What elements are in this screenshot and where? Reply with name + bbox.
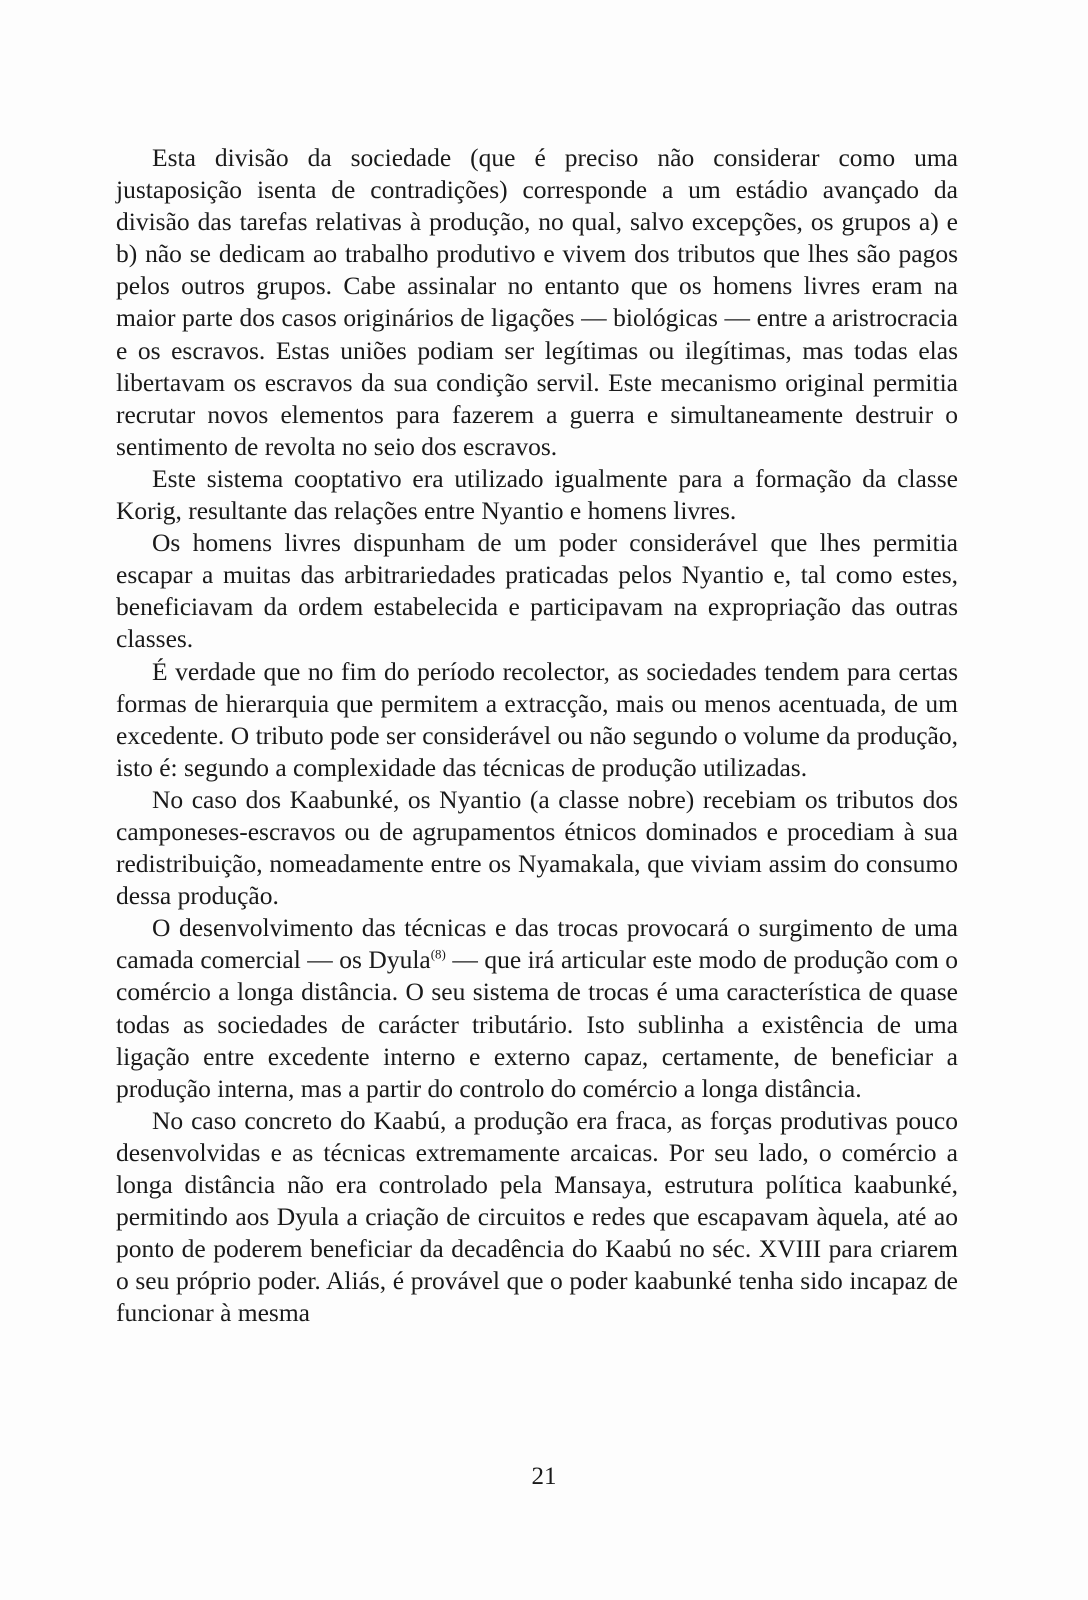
paragraph-5 xyxy=(116,784,958,912)
paragraph-6 xyxy=(116,912,958,1105)
page-number: 21 xyxy=(531,1463,557,1490)
paragraph-text: Este sistema cooptativo era utilizado igualmente para a formação da classe Korig, resultante das relações entre Nyantio e homens livres. xyxy=(116,463,958,526)
footnote-reference: (8) xyxy=(430,946,446,962)
body-text xyxy=(116,142,958,1329)
paragraph-text: No caso concreto do Kaabú, a produção era fraca, as forças produtivas pouco desenvolvidas e as técnicas extremamente arcaicas. Por seu lado, o comércio a longa distância não era controlado pela Mansaya, estrutura política kaabunké, permitindo aos Dyula a criação de circuitos e redes que escapavam àquela, até ao ponto de poderem beneficiar da decadência do Kaabú no séc. XVIII para criarem o seu próprio poder. Aliás, é provável que o poder kaabunké tenha sido incapaz de funcionar à mesma xyxy=(116,1105,958,1328)
paragraph-text: É verdade que no fim do período recolector, as sociedades tendem para certas formas de hierarquia que permitem a extracção, mais ou menos acentuada, de um excedente. O tributo pode ser considerável ou não segundo o volume da produção, isto é: segundo a complexidade das técnicas de produção utilizadas. xyxy=(116,656,958,782)
paragraph-text: No caso dos Kaabunké, os Nyantio (a classe nobre) recebiam os tributos dos camponeses-escravos ou de agrupamentos étnicos dominados e procediam à sua redistribuição, nomeadamente entre os Nyamakala, que viviam assim do consumo dessa produção. xyxy=(116,784,958,911)
paragraph-2 xyxy=(116,463,958,527)
paragraph-3 xyxy=(116,527,958,655)
paragraph-text: O desenvolvimento das técnicas e das trocas provocará o surgimento de uma camada comercial — os Dyula xyxy=(116,913,958,975)
paragraph-text: — que irá articular este modo de produção com o comércio a longa distância. O seu sistema de trocas é uma característica de quase todas as sociedades de carácter tributário. Isto sublinha a existência de uma ligação entre excedente interno e externo capaz, certamente, de beneficiar a produção interna, mas a partir do controlo do comércio a longa distância. xyxy=(116,945,958,1103)
paragraph-4 xyxy=(116,656,958,784)
paragraph-text: Os homens livres dispunham de um poder considerável que lhes permitia escapar a muitas das arbitrariedades praticadas pelos Nyantio e, tal como estes, beneficiavam da ordem estabelecida e participavam na expropriação das outras classes. xyxy=(116,528,958,654)
paragraph-text: Esta divisão da sociedade (que é preciso não considerar como uma justaposição isenta de contradições) corresponde a um estádio avançado da divisão das tarefas relativas à produção, no qual, salvo excepções, os grupos a) e b) não se dedicam ao trabalho produtivo e vivem dos tributos que lhes são pagos pelos outros grupos. Cabe assinalar no entanto que os homens livres eram na maior parte dos casos originários de ligações — biológicas — entre a aristrocracia e os escravos. Estas uniões podiam ser legítimas ou ilegítimas, mas todas elas libertavam os escravos da sua condição servil. Este mecanismo original permitia recrutar novos elementos para fazerem a guerra e simultaneamente destruir o sentimento de revolta no seio dos escravos. xyxy=(116,143,958,461)
paragraph-1 xyxy=(116,142,958,463)
paragraph-7 xyxy=(116,1105,958,1330)
